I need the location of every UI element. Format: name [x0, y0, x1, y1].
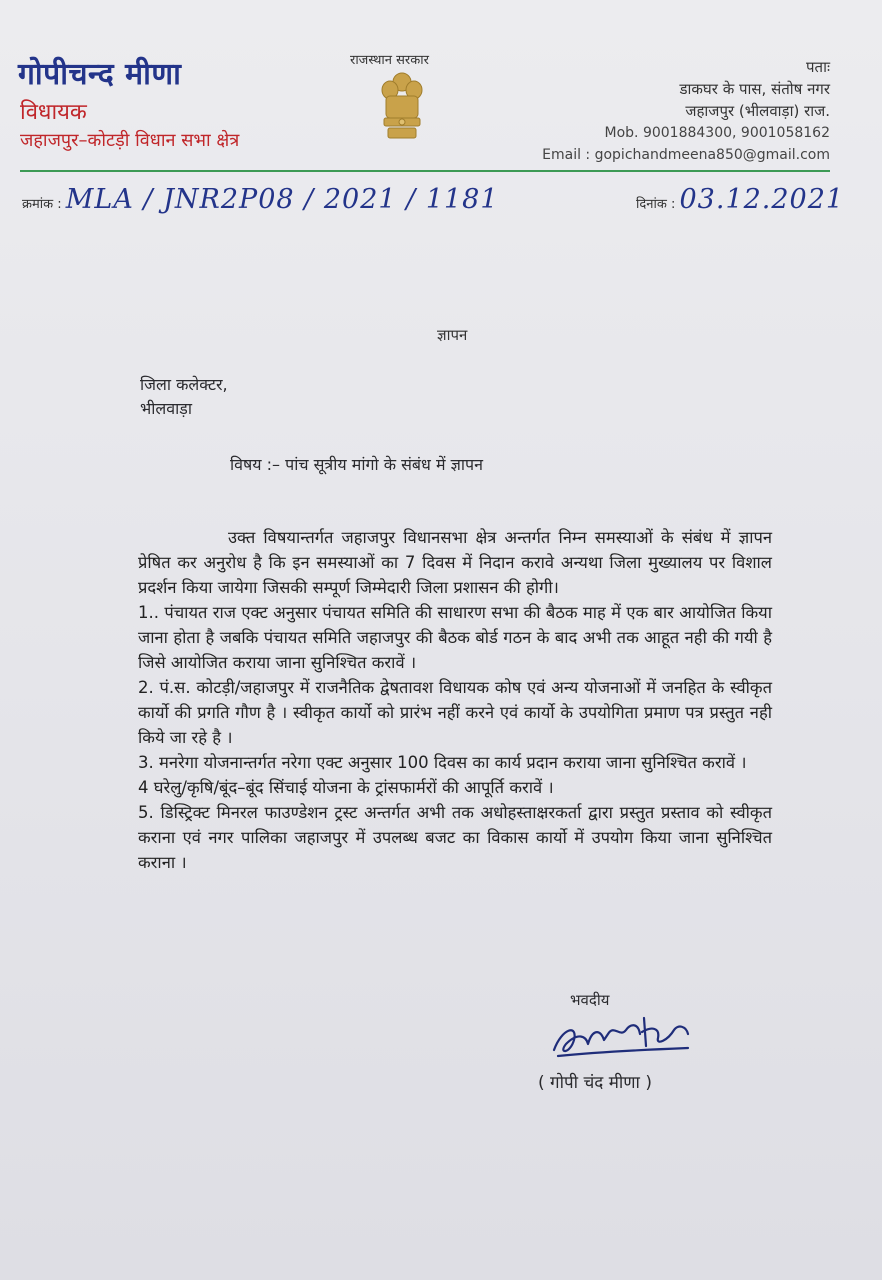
- state-emblem-icon: [378, 70, 426, 142]
- email-address[interactable]: Email : gopichandmeena850@gmail.com: [542, 147, 830, 163]
- demand-point-1: 1.. पंचायत राज एक्ट अनुसार पंचायत समिति की साधारण सभा की बैठक माह में एक बार आयोजित किया जाना होता है जबकि पंचायत समिति जहाजपुर की बैठक बोर्ड गठन के बाद अभी तक आहूत नही की गयी है जिसे आयोजित कराया जाना सुनिश्चित करावें ।: [138, 603, 772, 672]
- demand-point-2: 2. पं.स. कोटड़ी/जहाजपुर में राजनैतिक द्वेषतावश विधायक कोष एवं अन्य योजनाओं में जनहित के स्वीकृत कार्यो की प्रगति गौण है । स्वीकृत कार्यो को प्रारंभ नहीं करने एवं कार्यो के उपयोगिता प्रमाण पत्र प्रस्तुत नही किये जा रहे है ।: [138, 678, 772, 747]
- sender-name: गोपीचन्द मीणा: [18, 57, 182, 92]
- demand-point-3: 3. मनरेगा योजनान्तर्गत नरेगा एक्ट अनुसार 100 दिवस का कार्य प्रदान कराया जाना सुनिश्चित करावें ।: [138, 753, 747, 772]
- closing-salutation: भवदीय: [570, 991, 610, 1009]
- recipient-line-1: जिला कलेक्टर,: [140, 375, 228, 394]
- demand-point-5: 5. डिस्ट्रिक्ट मिनरल फाउण्डेशन ट्रस्ट अन्तर्गत अभी तक अधोहस्ताक्षरकर्ता द्वारा प्रस्तुत प्रस्ताव को स्वीकृत कराना एवं नगर पालिका जहाजपुर में उपलब्ध बजट का विकास कार्यो में उपयोग किया जाना सुनिश्चित कराना ।: [138, 803, 772, 872]
- date-value: 03.12.2021: [679, 184, 845, 215]
- letter-date: [636, 184, 844, 215]
- demand-point-4: 4 घरेलु/कृषि/बूंद–बूंद सिंचाई योजना के ट्रांसफार्मरों की आपूर्ति करावें ।: [138, 778, 554, 797]
- address-line-1: डाकघर के पास, संतोष नगर: [679, 80, 830, 98]
- sender-constituency: जहाजपुर–कोटड़ी विधान सभा क्षेत्र: [20, 130, 240, 151]
- memo-subject: विषय :– पांच सूत्रीय मांगो के संबंध में ज्ञापन: [230, 455, 483, 474]
- header-divider: [20, 170, 830, 172]
- mobile-numbers: Mob. 9001884300, 9001058162: [604, 125, 830, 141]
- memo-heading: ज्ञापन: [437, 326, 468, 344]
- address-label: पताः: [806, 58, 830, 76]
- reference-value: MLA / JNR2P08 / 2021 / 1181: [65, 184, 499, 215]
- address-line-2: जहाजपुर (भीलवाड़ा) राज.: [685, 102, 830, 120]
- signatory-name: ( गोपी चंद मीणा ): [538, 1073, 652, 1093]
- date-label: दिनांक :: [636, 197, 676, 212]
- reference-label: क्रमांक :: [22, 197, 62, 212]
- reference-number: [22, 184, 499, 215]
- government-label: राजस्थान सरकार: [350, 53, 429, 68]
- sender-designation: विधायक: [20, 100, 87, 125]
- recipient-line-2: भीलवाड़ा: [140, 399, 192, 418]
- memo-body: [138, 525, 772, 875]
- memo-intro: उक्त विषयान्तर्गत जहाजपुर विधानसभा क्षेत्र अन्तर्गत निम्न समस्याओं के संबंध में ज्ञापन प्रेषित कर अनुरोध है कि इन समस्याओं का 7 दिवस में निदान करावे अन्यथा जिला मुख्यालय पर विशाल प्रदर्शन किया जायेगा जिसकी सम्पूर्ण जिम्मेदारी जिला प्रशासन की होगी।: [138, 528, 772, 597]
- sender-address: [542, 56, 830, 166]
- handwritten-signature: [548, 1010, 698, 1062]
